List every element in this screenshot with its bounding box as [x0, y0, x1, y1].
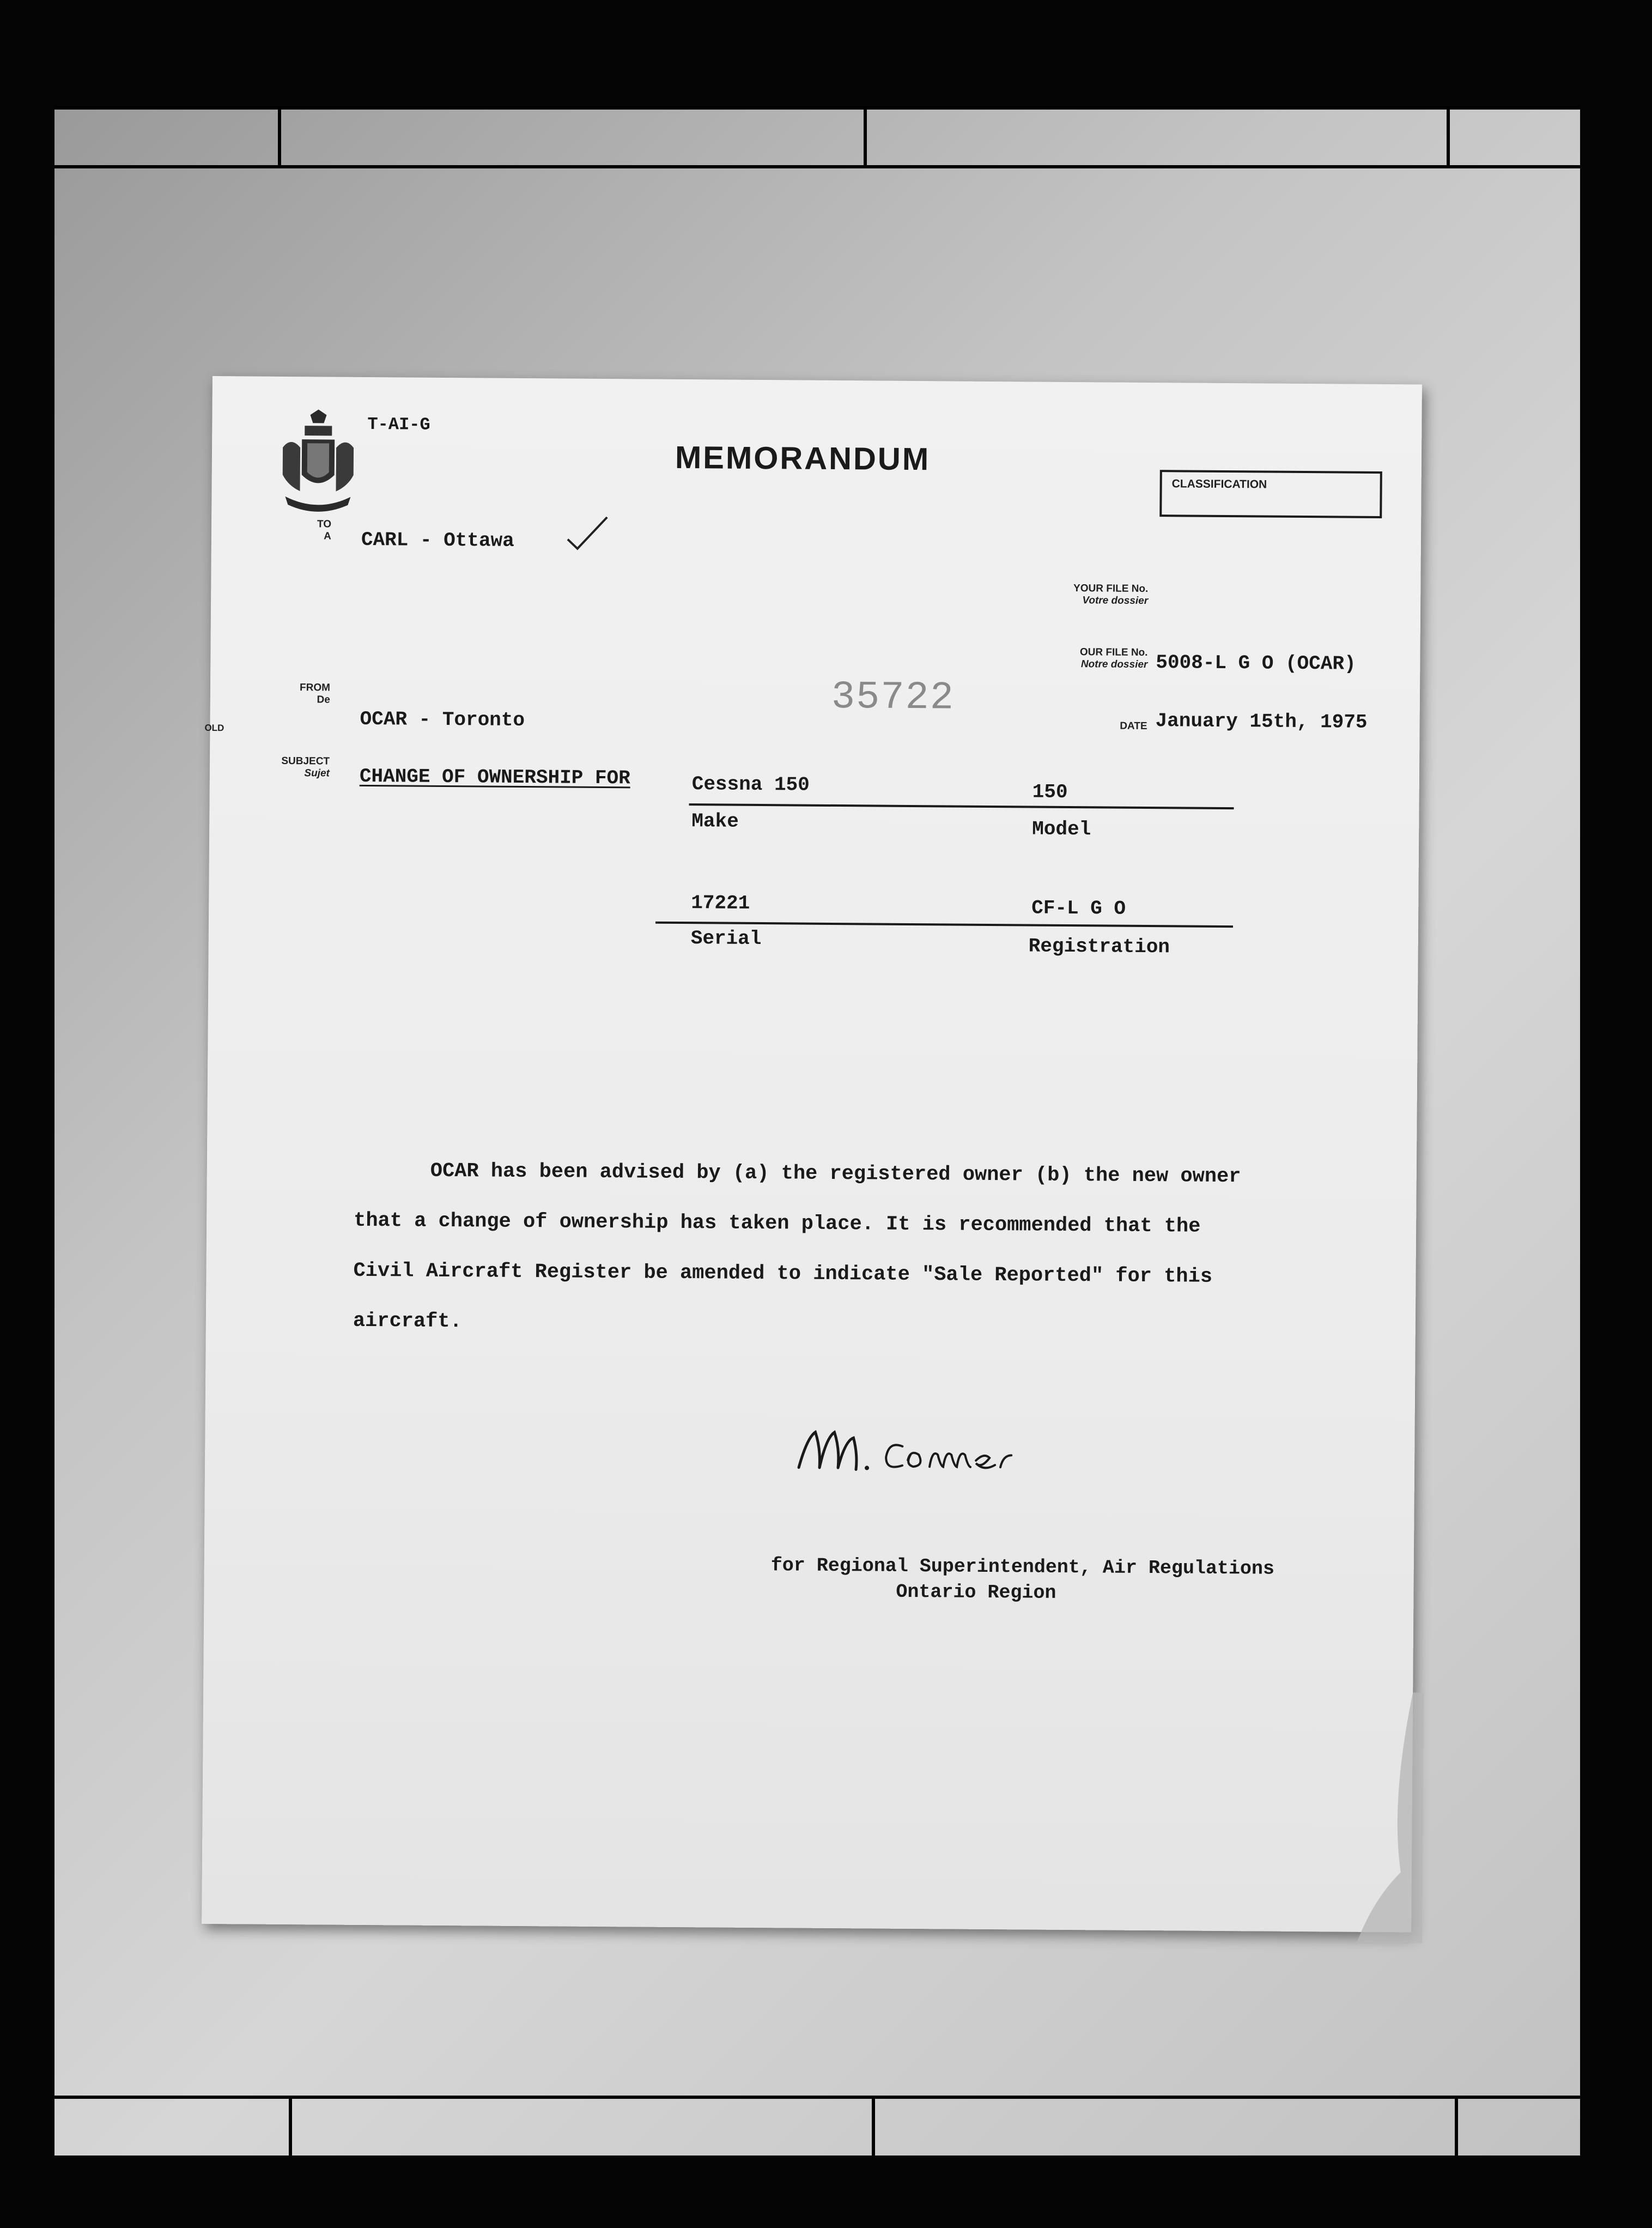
- frame-tick: [864, 106, 867, 166]
- memo-body-text: OCAR has been advised by (a) the registered owner (b) the new owner that a change of ownership has taken place. It is recommended that the Civil Aircraft Register be amended to indicate "Sale Reported" for this aircraft.: [353, 1159, 1241, 1334]
- your-file-label-en: YOUR FILE No.: [1073, 583, 1149, 595]
- from-label-en: FROM: [300, 682, 331, 694]
- to-value: CARL - Ottawa: [361, 528, 514, 552]
- stamp-number: 35722: [831, 674, 955, 721]
- your-file-label: [1039, 583, 1148, 607]
- make-model-rule: [689, 803, 1234, 809]
- subject-label-en: SUBJECT: [281, 755, 330, 767]
- subject-label-fr: Sujet: [304, 767, 330, 779]
- our-file-label-fr: Notre dossier: [1080, 658, 1148, 670]
- frame-top-rule: [54, 165, 1580, 168]
- make-label: Make: [691, 810, 739, 833]
- signature: [793, 1415, 1066, 1482]
- registration-value: CF-L G O: [1031, 897, 1126, 920]
- checkmark-icon: [566, 515, 609, 554]
- model-value: 150: [1032, 780, 1068, 803]
- serial-label: Serial: [690, 927, 762, 950]
- to-label: [277, 518, 331, 543]
- date-label: DATE: [1120, 720, 1147, 732]
- folded-corner: [1291, 1692, 1424, 1944]
- to-label-en: TO: [317, 518, 332, 530]
- signoff-line2: Ontario Region: [896, 1581, 1056, 1604]
- frame-tick: [1447, 106, 1450, 166]
- margin-mark: OLD: [204, 722, 224, 734]
- frame-tick: [289, 2096, 292, 2156]
- model-label: Model: [1032, 818, 1091, 841]
- from-label-fr: De: [317, 694, 330, 706]
- subject-label: [253, 755, 330, 780]
- our-file-value: 5008-L G O (OCAR): [1156, 651, 1356, 675]
- serial-registration-rule: [655, 922, 1233, 928]
- our-file-label: [1038, 646, 1147, 671]
- make-value: Cessna 150: [691, 773, 810, 796]
- frame-bottom-rule: [54, 2096, 1580, 2099]
- frame-top-line: [54, 106, 1580, 110]
- to-label-fr: A: [324, 530, 332, 542]
- frame-tick: [278, 106, 281, 166]
- memo-body: [353, 1146, 1254, 1353]
- classification-box: [1159, 470, 1382, 518]
- memo-page: [202, 376, 1422, 1932]
- frame-tick: [1455, 2096, 1458, 2156]
- reference-code: T-AI-G: [367, 414, 430, 435]
- your-file-label-fr: Votre dossier: [1082, 595, 1149, 607]
- registration-label: Registration: [1028, 935, 1170, 959]
- serial-value: 17221: [691, 892, 750, 915]
- from-value: OCAR - Toronto: [360, 707, 525, 732]
- date-value: January 15th, 1975: [1155, 710, 1368, 734]
- classification-label: CLASSIFICATION: [1171, 477, 1267, 491]
- signoff-line1: for Regional Superintendent, Air Regulations: [770, 1554, 1275, 1580]
- frame-tick: [872, 2096, 875, 2156]
- from-label: [254, 682, 330, 706]
- our-file-label-en: OUR FILE No.: [1079, 646, 1148, 658]
- subject-value: CHANGE OF OWNERSHIP FOR: [359, 765, 630, 790]
- page-title: MEMORANDUM: [675, 439, 931, 477]
- coat-of-arms-icon: [277, 409, 359, 519]
